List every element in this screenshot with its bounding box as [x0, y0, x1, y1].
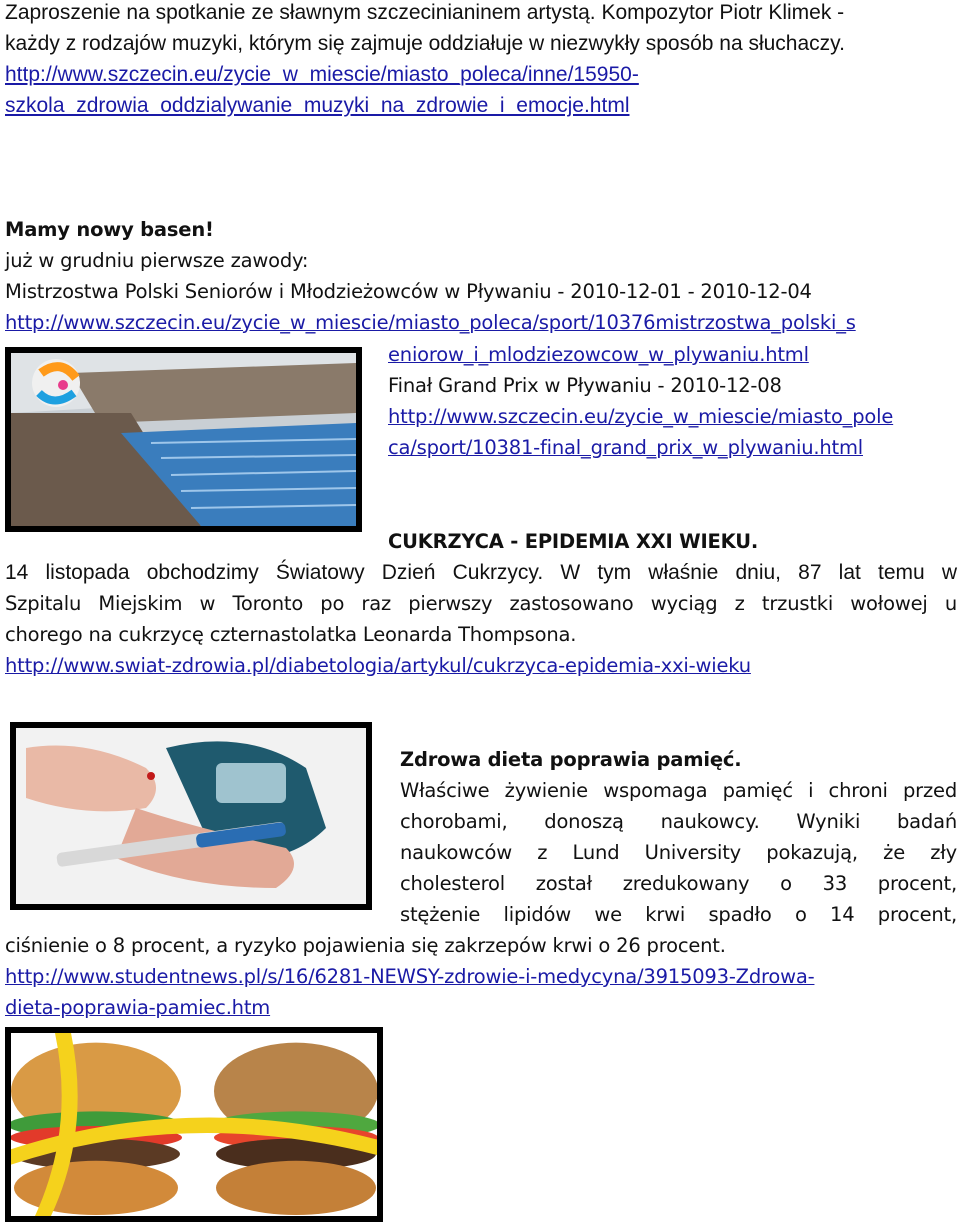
- diabetes-heading-wrap: [388, 526, 958, 557]
- diabetes-line-1: 14 listopada obchodzimy Światowy Dzień Cukrzycy. W tym właśnie dniu, 87 lat temu w: [5, 561, 957, 584]
- pool-link-2[interactable]: http://www.szczecin.eu/zycie_w_miescie/miasto_pole: [388, 405, 894, 428]
- pool-line-2: Mistrzostwa Polski Seniorów i Młodzieżowców w Pływaniu - 2010-12-01 - 2010-12-04: [5, 280, 812, 303]
- diet-block: [400, 744, 957, 930]
- diabetes-block-2: [5, 588, 957, 681]
- burgers-photo: [5, 1027, 383, 1222]
- pool-photo: [5, 347, 362, 532]
- pool-line-1: już w grudniu pierwsze zawody:: [5, 249, 309, 272]
- diet-heading: Zdrowa dieta poprawia pamięć.: [400, 748, 742, 771]
- pool-final-line: Finał Grand Prix w Pływaniu - 2010-12-08: [388, 374, 782, 397]
- pool-heading: Mamy nowy basen!: [5, 218, 214, 241]
- pool-link-2-cont[interactable]: ca/sport/10381-final_grand_prix_w_plywaniu.html: [388, 436, 863, 459]
- pool-link-1-cont[interactable]: eniorow_i_mlodziezowcow_w_plywaniu.html: [388, 343, 809, 366]
- diet-line-3: naukowców z Lund University pokazują, że zły: [400, 841, 957, 864]
- diabetes-line-2: Szpitalu Miejskim w Toronto po raz pierwszy zastosowano wyciąg z trzustki wołowej u: [5, 592, 957, 615]
- diabetes-block: [5, 557, 957, 588]
- diet-line-1: Właściwe żywienie wspomaga pamięć i chroni przed: [400, 779, 957, 802]
- intro-link[interactable]: http://www.szczecin.eu/zycie_w_miescie/miasto_poleca/inne/15950-: [5, 63, 639, 86]
- diabetes-line-3: chorego na cukrzycę czternastolatka Leonarda Thompsona.: [5, 623, 577, 646]
- pool-right-block: [388, 339, 958, 463]
- diet-line-2: chorobami, donoszą naukowcy. Wyniki badań: [400, 810, 957, 833]
- intro-line-2: każdy z rodzajów muzyki, którym się zajmuje oddziałuje w niezwykły sposób na słuchaczy.: [5, 32, 845, 55]
- diet-block-2: [5, 930, 957, 1023]
- diet-line-6: ciśnienie o 8 procent, a ryzyko pojawienia się zakrzepów krwi o 26 procent.: [5, 934, 726, 957]
- intro-block: [5, 0, 955, 121]
- intro-line-1: Zaproszenie na spotkanie ze sławnym szczecinianinem artystą. Kompozytor Piotr Klimek -: [5, 1, 845, 24]
- diet-line-4: cholesterol został zredukowany o 33 procent,: [400, 872, 957, 895]
- diet-link-cont[interactable]: dieta-poprawia-pamiec.htm: [5, 996, 271, 1019]
- diabetes-heading: CUKRZYCA - EPIDEMIA XXI WIEKU.: [388, 530, 759, 553]
- diet-link[interactable]: http://www.studentnews.pl/s/16/6281-NEWSY-zdrowie-i-medycyna/3915093-Zdrowa-: [5, 965, 815, 988]
- pool-block: [5, 214, 957, 338]
- diet-line-5: stężenie lipidów we krwi spadło o 14 procent,: [400, 903, 957, 926]
- pool-link-1[interactable]: http://www.szczecin.eu/zycie_w_miescie/miasto_poleca/sport/10376mistrzostwa_polski_s: [5, 311, 856, 334]
- diabetes-link[interactable]: http://www.swiat-zdrowia.pl/diabetologia/artykul/cukrzyca-epidemia-xxi-wieku: [5, 654, 751, 677]
- glucometer-photo: [10, 722, 372, 910]
- intro-link-cont[interactable]: szkola_zdrowia_oddzialywanie_muzyki_na_zdrowie_i_emocje.html: [5, 94, 630, 117]
